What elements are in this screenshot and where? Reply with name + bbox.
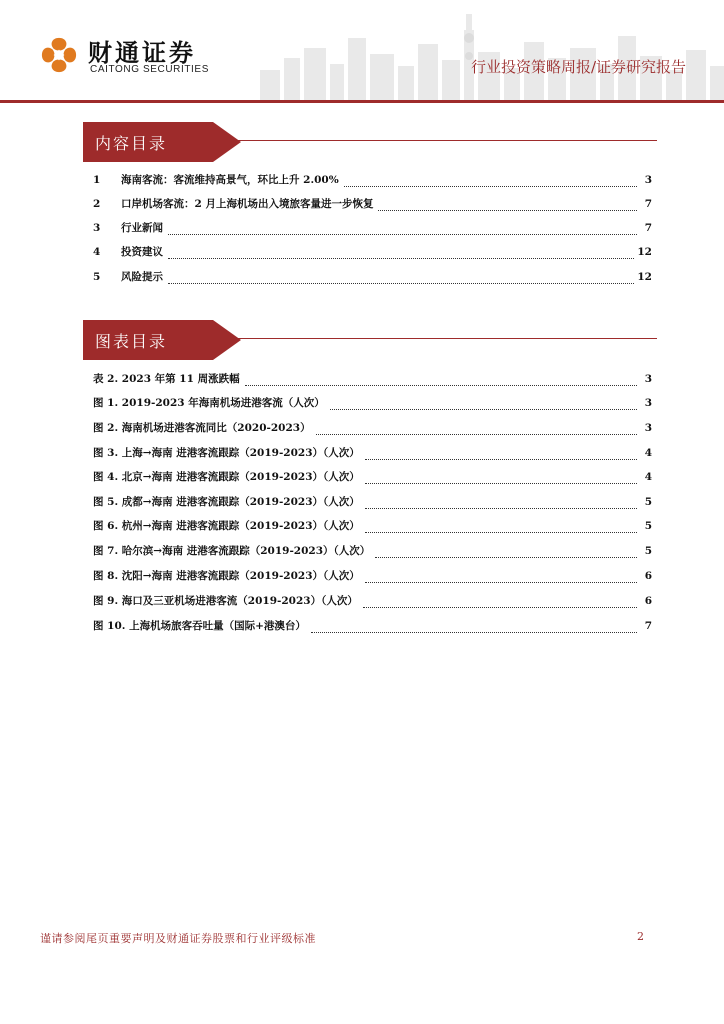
figures-section-header [83, 320, 657, 360]
figure-list-item[interactable] [93, 420, 652, 438]
figure-item-title: 图 6. 杭州→海南 进港客流跟踪（2019-2023）（人次） [93, 520, 360, 532]
header-divider [0, 100, 724, 103]
toc-item[interactable] [93, 269, 652, 287]
toc-leader-dots [365, 459, 637, 460]
figures-title: 图表目录 [95, 332, 168, 351]
toc-item[interactable] [93, 220, 652, 238]
figure-list-item[interactable] [93, 371, 652, 389]
toc-leader-dots [316, 434, 637, 435]
toc-leader-dots [168, 283, 634, 284]
figure-list-item[interactable] [93, 469, 652, 487]
toc-leader-dots [245, 385, 637, 386]
toc-leader-dots [344, 186, 637, 187]
toc-leader-dots [378, 210, 637, 211]
figure-item-title: 图 4. 北京→海南 进港客流跟踪（2019-2023）（人次） [93, 471, 360, 483]
toc-item[interactable] [93, 172, 652, 190]
toc-item-number: 3 [93, 222, 101, 234]
figure-item-page: 6 [644, 570, 652, 582]
toc-item-title: 投资建议 [121, 246, 163, 258]
toc-item-title: 口岸机场客流：2 月上海机场出入境旅客量进一步恢复 [121, 198, 374, 210]
toc-item-number: 5 [93, 271, 101, 283]
toc-leader-dots [365, 483, 637, 484]
report-type-label: 行业投资策略周报/证券研究报告 [470, 58, 686, 76]
figure-item-title: 表 2. 2023 年第 11 周涨跌幅 [93, 373, 240, 385]
toc-leader-dots [363, 607, 637, 608]
figure-item-title: 图 1. 2019-2023 年海南机场进港客流（人次） [93, 397, 325, 409]
brand-name-en: CAITONG SECURITIES [90, 64, 209, 75]
toc-item-number: 1 [93, 174, 101, 186]
figure-item-page: 6 [644, 595, 652, 607]
figure-item-page: 3 [644, 397, 652, 409]
contents-title: 内容目录 [95, 134, 168, 153]
figure-list-item[interactable] [93, 593, 652, 611]
figure-item-page: 4 [644, 447, 652, 459]
toc-leader-dots [168, 234, 637, 235]
figure-item-page: 7 [644, 620, 652, 632]
figure-item-page: 5 [644, 496, 652, 508]
toc-leader-dots [375, 557, 637, 558]
toc-leader-dots [168, 258, 634, 259]
section-rule [233, 140, 657, 141]
figure-item-page: 3 [644, 422, 652, 434]
toc-leader-dots [365, 508, 637, 509]
figure-list-item[interactable] [93, 568, 652, 586]
figure-list-item[interactable] [93, 494, 652, 512]
section-rule [233, 338, 657, 339]
toc-leader-dots [330, 409, 637, 410]
figure-item-page: 4 [644, 471, 652, 483]
toc-item-page: 12 [637, 246, 652, 258]
caitong-logo-icon [40, 36, 78, 74]
toc-item-title: 风险提示 [121, 271, 163, 283]
page-number: 2 [637, 930, 644, 943]
figure-item-page: 3 [644, 373, 652, 385]
figure-item-page: 5 [644, 545, 652, 557]
toc-item-page: 12 [637, 271, 652, 283]
toc-item-title: 行业新闻 [121, 222, 163, 234]
figure-item-title: 图 2. 海南机场进港客流同比（2020-2023） [93, 422, 311, 434]
toc-item-title: 海南客流：客流维持高景气，环比上升 2.00% [121, 174, 339, 186]
toc-item[interactable] [93, 196, 652, 214]
toc-item-page: 3 [644, 174, 652, 186]
figure-item-title: 图 5. 成都→海南 进港客流跟踪（2019-2023）（人次） [93, 496, 360, 508]
toc-item-number: 4 [93, 246, 101, 258]
page-header [0, 0, 724, 104]
toc-item-page: 7 [644, 198, 652, 210]
toc-leader-dots [365, 582, 637, 583]
figure-item-title: 图 3. 上海→海南 进港客流跟踪（2019-2023）（人次） [93, 447, 360, 459]
figure-list-item[interactable] [93, 445, 652, 463]
toc-leader-dots [365, 532, 637, 533]
toc-item-number: 2 [93, 198, 101, 210]
figure-item-page: 5 [644, 520, 652, 532]
figure-list-item[interactable] [93, 543, 652, 561]
toc-leader-dots [311, 632, 637, 633]
figure-list-item[interactable] [93, 518, 652, 536]
brand-name-cn: 财通证券 [88, 39, 196, 67]
footer-disclaimer: 谨请参阅尾页重要声明及财通证券股票和行业评级标准 [40, 932, 316, 945]
figure-list-item[interactable] [93, 618, 652, 636]
toc-item-page: 7 [644, 222, 652, 234]
figure-item-title: 图 9. 海口及三亚机场进港客流（2019-2023）（人次） [93, 595, 358, 607]
toc-item[interactable] [93, 244, 652, 262]
figure-item-title: 图 10. 上海机场旅客吞吐量（国际+港澳台） [93, 620, 306, 632]
contents-section-header [83, 122, 657, 162]
figure-list-item[interactable] [93, 395, 652, 413]
figure-item-title: 图 8. 沈阳→海南 进港客流跟踪（2019-2023）（人次） [93, 570, 360, 582]
city-skyline-graphic [250, 8, 724, 100]
figure-item-title: 图 7. 哈尔滨→海南 进港客流跟踪（2019-2023）（人次） [93, 545, 371, 557]
